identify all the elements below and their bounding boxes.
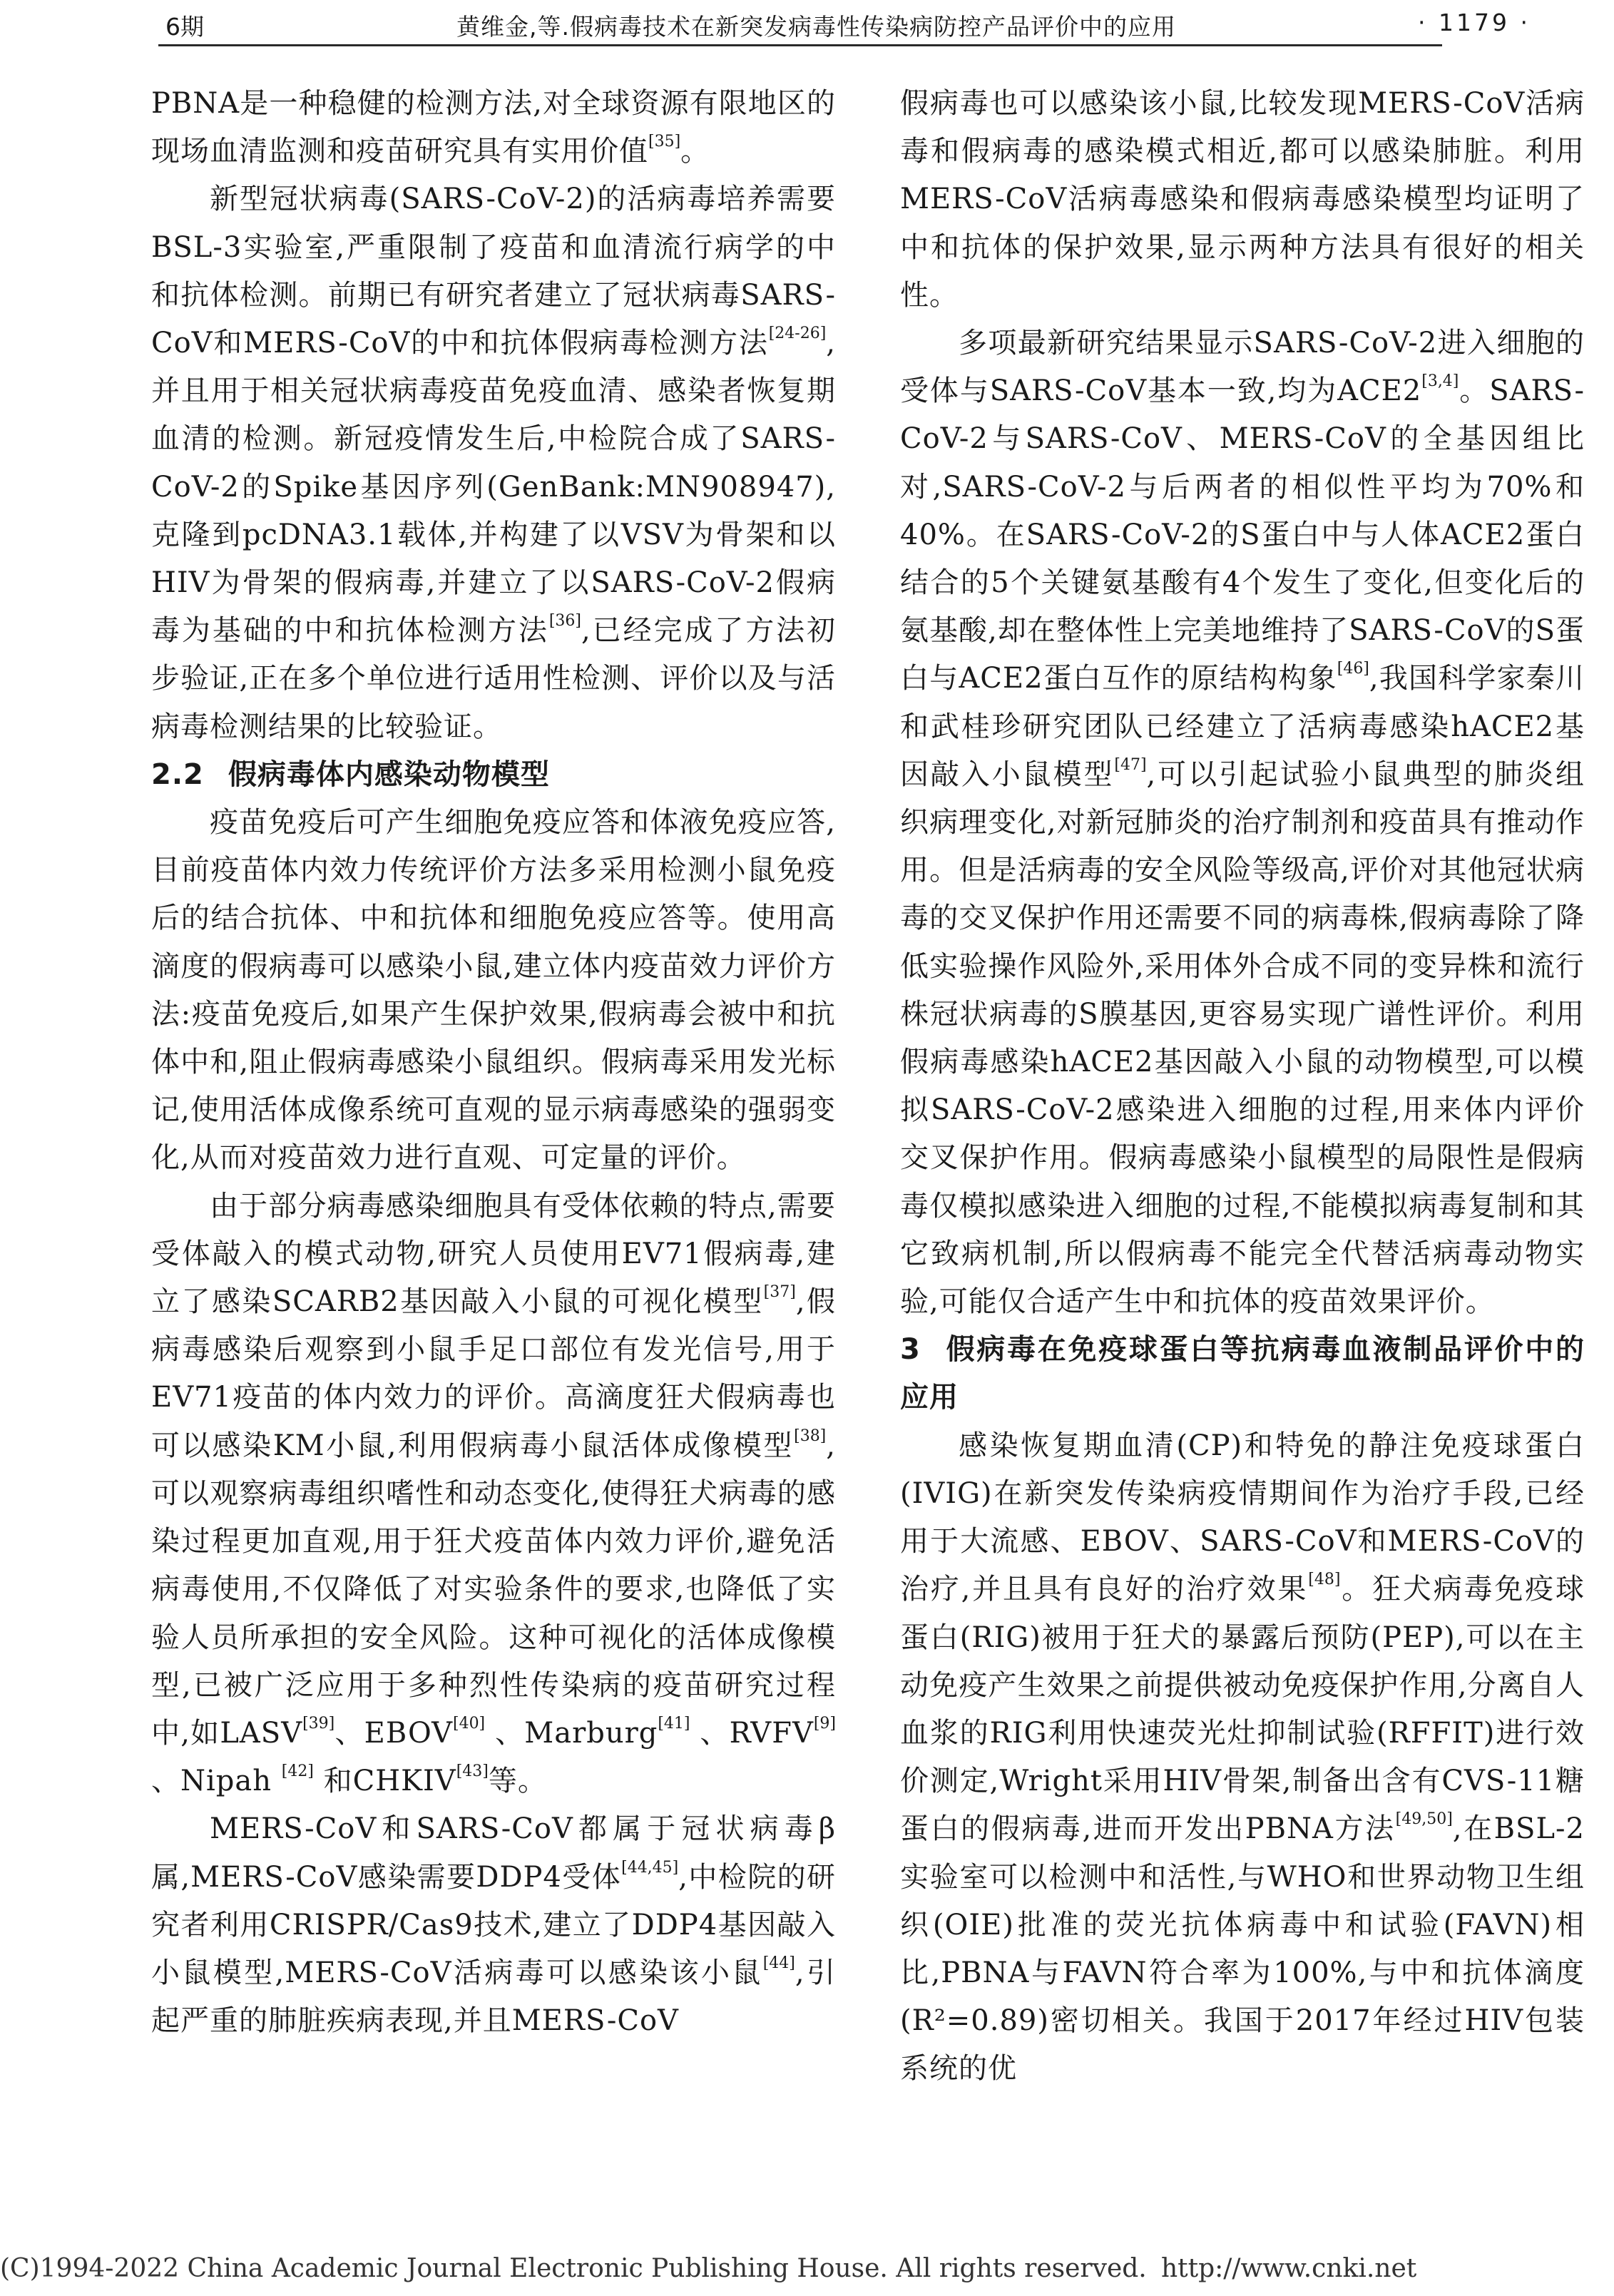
paragraph [900,1422,1585,2093]
page-number: · 1179 · [1418,9,1531,36]
citation: [3,4] [1421,372,1459,391]
text: ,可以观察病毒组织嗜性和动态变化,使得狂犬病毒的感染过程更加直观,用于狂犬疫苗体内效力评价,避免活病毒使用,不仅降低了对实验条件的要求,也降低了实验人员所承担的安全风险。这种可视化的活体成像模型,已被广泛应用于多种烈性传染病的疫苗研究过程中,如LASV [151,1429,836,1750]
running-header [0,0,1614,50]
text: ,我国科学家秦川和武桂珍研究团队已经建立了活病毒感染hACE2基因敲入小鼠模型 [900,662,1585,791]
citation: [37] [763,1283,796,1302]
citation: [9] [813,1714,837,1733]
text: ,引起严重的肺脏疾病表现,并且MERS-CoV [151,1956,836,2038]
citation: [49,50] [1395,1810,1453,1829]
text: 。 [680,135,710,168]
text: 、Nipah [151,1765,282,1798]
citation: [24-26] [768,325,827,343]
right-column [900,80,1585,2093]
text: 由于部分病毒感染细胞具有受体依赖的特点,需要受体敲入的模式动物,研究人员使用EV71假病毒,建立了感染SCARB2基因敲入小鼠的可视化模型 [151,1189,836,1319]
copyright-notice: (C)1994-2022 China Academic Journal Electronic Publishing House. All rights reserved. [0,2254,1147,2283]
text: 等。 [488,1765,547,1798]
text: ,中检院的研究者利用CRISPR/Cas9技术,建立了DDP4基因敲入小鼠模型,MERS-CoV活病毒可以感染该小鼠 [151,1860,837,1989]
text: ,可以引起试验小鼠典型的肺炎组织病理变化,对新冠肺炎的治疗制剂和疫苗具有推动作用。但是活病毒的安全风险等级高,评价对其他冠状病毒的交叉保护作用还需要不同的病毒株,假病毒除了降低实验操作风险外,采用体外合成不同的变异株和流行株冠状病毒的S膜基因,更容易实现广谱性评价。利用假病毒感染hACE2基因敲入小鼠的动物模型,可以模拟SARS-CoV-2感染进入细胞的过程,用来体内评价交叉保护作用。假病毒感染小鼠模型的局限性是假病毒仅模拟感染进入细胞的过程,不能模拟病毒复制和其它致病机制,所以假病毒不能完全代替活病毒动物实验,可能仅合适产生中和抗体的疫苗效果评价。 [900,757,1585,1319]
paragraph [151,1805,836,2045]
header-rule [158,44,1442,46]
citation: [44,45] [621,1858,679,1877]
section-heading [900,1326,1585,1422]
text: 。SARS-CoV-2与SARS-CoV、MERS-CoV的全基因组比对,SARS-CoV-2与后两者的相似性平均为70%和40%。在SARS-CoV-2的S蛋白中与人体ACE2蛋白结合的5个关键氨基酸有4个发生了变化,但变化后的氨基酸,却在整体性上完美地维持了SARS-CoV的S蛋白与ACE2蛋白互作的原结构构象 [900,374,1585,695]
text: ,在BSL-2实验室可以检测中和活性,与WHO和世界动物卫生组织(OIE)批准的荧光抗体病毒中和试验(FAVN)相比,PBNA与FAVN符合率为100%,与中和抗体滴度(R²=0.89)密切相关。我国于2017年经过HIV包装系统的优 [900,1812,1585,2086]
text: 感染恢复期血清(CP)和特免的静注免疫球蛋白(IVIG)在新突发传染病疫情期间作为治疗手段,已经用于大流感、EBOV、SARS-CoV和MERS-CoV的治疗,并且具有良好的治疗效果 [900,1429,1585,1606]
paragraph [151,175,836,750]
paragraph [151,80,836,175]
text: 、EBOV [334,1716,453,1750]
left-column [151,80,836,2045]
issue-number: 6期 [165,13,204,41]
paragraph: 疫苗免疫后可产生细胞免疫应答和体液免疫应答,目前疫苗体内效力传统评价方法多采用检测小鼠免疫后的结合抗体、中和抗体和细胞免疫应答等。使用高滴度的假病毒可以感染小鼠,建立体内疫苗效力评价方法:疫苗免疫后,如果产生保护效果,假病毒会被中和抗体中和,阻止假病毒感染小鼠组织。假病毒采用发光标记,使用活体成像系统可直观的显示病毒感染的强弱变化,从而对疫苗效力进行直观、可定量的评价。 [151,806,836,1175]
section-title: 假病毒体内感染动物模型 [228,757,550,791]
paragraph [151,1183,836,1806]
paragraph [900,320,1585,1326]
section-title: 假病毒在免疫球蛋白等抗病毒血液制品评价中的应用 [900,1333,1585,1414]
text: ,已经完成了方法初步验证,正在多个单位进行适用性检测、评价以及与活病毒检测结果的比较验证。 [151,614,837,743]
text: PBNA是一种稳健的检测方法,对全球资源有限地区的现场血清监测和疫苗研究具有实用价值 [151,87,836,168]
citation: [40] [452,1714,486,1733]
citation: [41] [658,1714,690,1733]
section-number: 3 [900,1333,921,1367]
paragraph: 假病毒也可以感染该小鼠,比较发现MERS-CoV活病毒和假病毒的感染模式相近,都可以感染肺脏。利用MERS-CoV活病毒感染和假病毒感染模型均证明了中和抗体的保护效果,显示两种方法具有很好的相关性。 [900,87,1585,312]
text: MERS-CoV和SARS-CoV都属于冠状病毒β属,MERS-CoV感染需要DDP4受体 [151,1812,836,1894]
citation: [38] [794,1427,827,1445]
text: ,假病毒感染后观察到小鼠手足口部位有发光信号,用于EV71疫苗的体内效力的评价。高滴度狂犬假病毒也可以感染KM小鼠,利用假病毒小鼠活体成像模型 [151,1285,837,1462]
section-number: 2.2 [151,757,204,791]
text: 新型冠状病毒(SARS-CoV-2)的活病毒培养需要BSL-3实验室,严重限制了疫苗和血清流行病学的中和抗体检测。前期已有研究者建立了冠状病毒SARS-CoV和MERS-CoV的中和抗体假病毒检测方法 [151,183,836,360]
running-title: 黄维金,等.假病毒技术在新突发病毒性传染病防控产品评价中的应用 [456,13,1176,41]
citation: [43] [456,1762,489,1781]
text: 。狂犬病毒免疫球蛋白(RIG)被用于狂犬的暴露后预防(PEP),可以在主动免疫产生效果之前提供被动免疫保护作用,分离自人血浆的RIG利用快速荧光灶抑制试验(RFFIT)进行效价测定,Wright采用HIV骨架,制备出含有CVS-11糖蛋白的假病毒,进而开发出PBNA方法 [900,1573,1585,1846]
citation: [48] [1308,1571,1341,1589]
citation: [46] [1337,660,1369,678]
citation: [47] [1114,755,1147,774]
text: ,并且用于相关冠状病毒疫苗免疫血清、感染者恢复期血清的检测。新冠疫情发生后,中检院合成了SARS-CoV-2的Spike基因序列(GenBank:MN908947),克隆到pcDNA3.1载体,并构建了以VSV为骨架和以HIV为骨架的假病毒,并建立了以SARS-CoV-2假病毒为基础的中和抗体检测方法 [151,327,836,648]
text: 、Marburg [485,1716,658,1750]
footer-link[interactable]: http://www.cnki.net [1161,2254,1417,2283]
citation: [39] [302,1714,335,1733]
text: 多项最新研究结果显示SARS-CoV-2进入细胞的受体与SARS-CoV基本一致,均为ACE2 [900,327,1585,408]
section-heading [151,751,836,799]
citation: [35] [648,133,681,151]
text: 和CHKIV [313,1765,456,1798]
citation: [42] [281,1762,314,1781]
citation: [36] [548,612,582,631]
text: 、RVFV [690,1716,814,1750]
citation: [44] [762,1954,795,1972]
